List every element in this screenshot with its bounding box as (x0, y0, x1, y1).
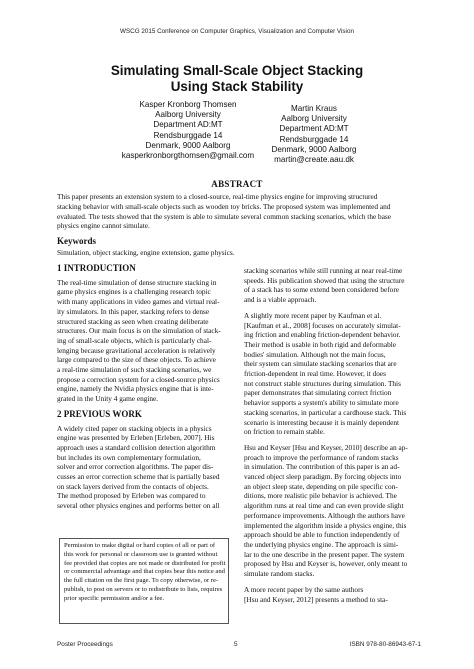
abstract-line: This paper presents an extension system to a closed-source, real-time physics engine for improving structured (57, 192, 378, 201)
author-department: Department AD:MT (153, 120, 223, 130)
body-line: proposed by Hsu and Keyser is, however, only meant to (244, 559, 408, 569)
abstract-heading: ABSTRACT (211, 179, 263, 189)
left-column (57, 264, 235, 511)
body-line: on stack layers derived from the contacts of objects. (57, 481, 209, 491)
title-line: Using Stack Stability (170, 79, 304, 94)
body-line: performance improvements. Although the authors have (244, 510, 405, 520)
author-email: kasperkronborgthomsen@gmail.com (121, 151, 255, 161)
body-line: ing of small-scale objects, which is particularly chal- (57, 335, 212, 345)
body-line: speeds. His publication showed that using the structure (244, 275, 405, 285)
author-street: Rendsburggade 14 (153, 130, 223, 140)
body-line: of a stack has to some extend been considered before (244, 285, 399, 295)
body-line: approach should be able to function independently of (244, 530, 400, 540)
body-line: simulate random stacks. (244, 569, 315, 579)
footer-isbn: ISBN 978-80-86943-67-1 (349, 641, 421, 648)
permission-line: fee provided that copies are not made or distributed for profit (64, 559, 226, 567)
permission-line: prior specific permission and/or a fee. (64, 594, 164, 602)
body-line: Hsu and Keyser [Hsu and Keyser, 2010] describe an ap- (244, 442, 408, 452)
permission-line: publish, to post on servers or to redistribute to lists, requires (64, 585, 223, 593)
body-line: [Hsu and Keyser, 2012] presents a method to sta- (244, 594, 388, 604)
body-line: Their method is usable in both rigid and deformable (244, 339, 396, 349)
body-line: paper demonstrates that simulating correct friction (244, 388, 392, 398)
body-line: with many applications in video games and virtual real- (57, 297, 220, 307)
author-email: martin@create.aau.dk (274, 155, 354, 165)
abstract-line: physics engine cannot simulate. (57, 221, 150, 231)
body-line: in simulation. The contribution of this paper is an ad- (244, 462, 400, 472)
body-line: proach to improve the performance of random stacks (244, 452, 399, 462)
permission-line: or commercial advantage and that copies bear this notice and (64, 568, 225, 576)
body-line: friction-dependent in real time. However, it does (244, 369, 386, 379)
body-line: a real-time simulation of such stacking scenarios, we (57, 365, 212, 375)
body-line: not construct stable structures during simulation. This (244, 378, 401, 388)
permission-line: this work for personal or classroom use is granted without (64, 550, 218, 558)
body-line: engine, namely the Nvidia physics engine that is inte- (57, 384, 214, 394)
author-block-2 (264, 104, 364, 165)
body-line: ing friction and enabling friction-dependent behavior. (244, 330, 401, 340)
abstract-line: evaluated. The tests showed that the system is able to simulate several common stacking scenarios, which the base (57, 211, 392, 221)
body-line: structures. Our main focus is on the simulation of stack- (57, 326, 221, 336)
title-line: Simulating Small-Scale Object Stacking (110, 63, 364, 78)
body-line: grated in the Unity 4 game engine. (57, 394, 159, 404)
body-line: bodies' simulation. Although not the main focus, (244, 349, 386, 359)
body-line: ditions, more realistic pile behavior is achieved. The (244, 491, 397, 501)
body-line: an object sleep state, depending on pile specific con- (244, 481, 398, 491)
permission-line: the full citation on the first page. To copy otherwise, or re- (64, 577, 219, 585)
permission-notice-box (59, 538, 229, 624)
abstract-line: stacking behavior with small-scale objects such as wooden toy bricks. The proposed system was implemented and (57, 201, 391, 211)
body-line: The real-time simulation of dense structure stacking in (57, 277, 217, 287)
body-line: several other physics engines and performs better on all (57, 501, 220, 511)
body-line: engine was presented by Erleben [Erleben, 2007]. His (57, 433, 215, 443)
author-street: Rendsburggade 14 (279, 134, 349, 144)
conference-header: WSCG 2015 Conference on Computer Graphics, Visualization and Computer Vision (120, 28, 354, 35)
author-city: Denmark, 9000 Aalborg (271, 144, 357, 154)
body-line: behavior supports a system's ability to simulate more (244, 398, 399, 408)
body-line: A widely cited paper on stacking objects in a physics (57, 423, 212, 433)
keywords-text: Simulation, object stacking, engine extension, game physics. (57, 248, 235, 257)
body-line: solver and error correction algorithms. The paper dis- (57, 462, 214, 472)
body-line: stacking scenarios while still running at near real-time (244, 266, 403, 275)
body-line: [Kaufman et al., 2008] focuses on accurately simulat- (244, 320, 401, 330)
author-affiliation: Aalborg University (155, 110, 221, 120)
body-line: scenario is interesting because it is mainly dependent (244, 417, 400, 427)
body-line: A more recent paper by the same authors (244, 584, 364, 594)
body-line: the underlying physics engine. The approach is simi- (244, 539, 399, 549)
body-line: game physics engines is a challenging research topic (57, 287, 211, 297)
body-line: A slightly more recent paper by Kaufman et al. (244, 310, 382, 320)
body-line: their system can simulate stacking scenarios that are (244, 359, 397, 369)
body-line: lar to the one describe in the present paper. The system (244, 549, 405, 559)
body-line: algorithm runs at real time and can even provide slight (244, 501, 404, 511)
footer-left: Poster Proceedings (57, 641, 113, 648)
body-line: vanced object sleep paradigm. By forcing objects into (244, 472, 402, 482)
paper-title (0, 63, 474, 95)
permission-line: Permission to make digital or hard copies of all or part of (64, 542, 216, 549)
author-block-1 (120, 100, 256, 161)
body-line: ity simulators. In this paper, stacking refers to dense (57, 306, 210, 316)
right-column (244, 266, 424, 604)
body-line: lenging because gravitational acceleration is relatively (57, 345, 216, 355)
author-department: Department AD:MT (279, 124, 349, 134)
body-line: on friction to remain stable. (244, 427, 325, 437)
body-line: implemented the algorithm inside a physics engine, this (244, 520, 407, 530)
abstract-body (57, 192, 421, 231)
keywords-heading: Keywords (57, 236, 96, 246)
author-city: Denmark, 9000 Aalborg (145, 140, 231, 150)
body-line: but includes its own complementary formulation, (57, 452, 201, 462)
body-line: cusses an error correction scheme that is partially based (57, 472, 220, 482)
author-name: Martin Kraus (291, 104, 337, 113)
page-number: 5 (234, 641, 238, 648)
body-line: and is a viable approach. (244, 295, 317, 305)
author-name: Kasper Kronborg Thomsen (139, 100, 237, 109)
body-line: The method proposed by Erleben was compared to (57, 491, 206, 501)
section-heading-introduction: 1 INTRODUCTION (57, 263, 136, 273)
body-line: large compared to the size of these objects. To achieve (57, 355, 216, 365)
author-affiliation: Aalborg University (281, 114, 347, 124)
body-line: approach uses a standard collision detection algorithm (57, 442, 216, 452)
section-heading-previous-work: 2 PREVIOUS WORK (57, 408, 142, 419)
body-line: stacking scenarios, in particular a cardhouse stack. This (244, 407, 407, 417)
body-line: structured stacking as seen when creating deliberate (57, 316, 209, 326)
body-line: propose a correction system for a closed-source physics (57, 374, 220, 384)
